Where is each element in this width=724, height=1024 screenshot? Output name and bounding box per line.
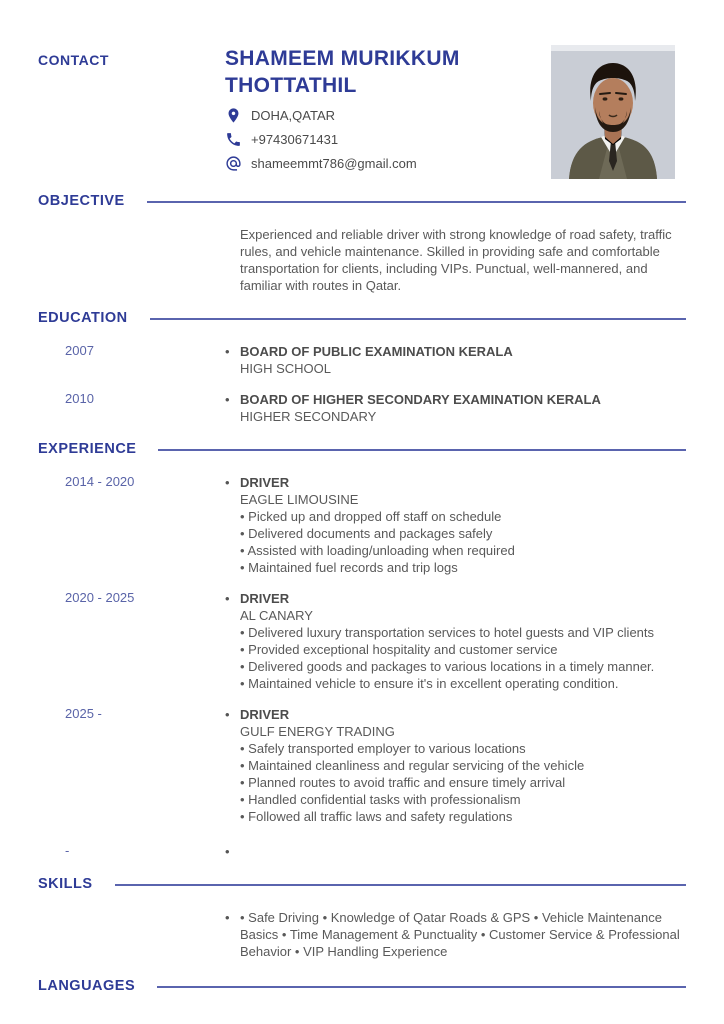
experience-rule (158, 449, 686, 451)
person-name (225, 45, 545, 99)
experience-bullet: • Provided exceptional hospitality and customer service (240, 642, 558, 657)
objective-rule (147, 201, 686, 203)
experience-bullet: • Delivered documents and packages safely (240, 526, 493, 541)
experience-bullet: • Maintained vehicle to ensure it's in excellent operating condition. (240, 676, 619, 691)
experience-entry (38, 474, 686, 576)
skills-body-row (38, 909, 686, 960)
education-rule (150, 318, 686, 320)
section-languages (38, 978, 686, 994)
experience-entry-title: DRIVER (240, 591, 290, 606)
contact-section-label: CONTACT (38, 52, 109, 68)
objective-text: Experienced and reliable driver with strong knowledge of road safety, traffic rules, and vehicle maintenance. Skilled in providing safe and comfortable transportation for clients, including VIPs. Punctual, well-mannered, and familiar with routes in Qatar. (240, 227, 672, 293)
experience-heading-row (38, 441, 686, 457)
skills-rule (115, 884, 686, 886)
objective-heading: OBJECTIVE (38, 193, 125, 209)
location-text: DOHA,QATAR (251, 108, 336, 123)
languages-rule (157, 986, 686, 988)
experience-entry-title: DRIVER (240, 475, 290, 490)
objective-body-row (38, 226, 686, 294)
experience-entry-date: 2014 - 2020 (65, 474, 135, 489)
bullet-icon: • (225, 475, 230, 490)
objective-heading-row (38, 193, 686, 209)
experience-entry (38, 706, 686, 825)
experience-bullet: • Handled confidential tasks with professionalism (240, 792, 521, 807)
section-experience (38, 441, 686, 860)
education-entry-subtitle: HIGH SCHOOL (240, 361, 332, 376)
experience-bullet: • Assisted with loading/unloading when required (240, 543, 515, 558)
email-text: shameemmt786@gmail.com (251, 156, 417, 171)
experience-entry-company: AL CANARY (240, 608, 313, 623)
skills-heading-row (38, 876, 686, 892)
bullet-icon: • (225, 707, 230, 722)
experience-bullet: • Planned routes to avoid traffic and ensure timely arrival (240, 775, 566, 790)
section-education (38, 310, 686, 425)
education-entry (38, 391, 686, 425)
experience-bullet: • Picked up and dropped off staff on schedule (240, 509, 502, 524)
bullet-icon: • (225, 392, 230, 407)
bullet-icon: • (225, 344, 230, 359)
skills-text: • Safe Driving • Knowledge of Qatar Roads & GPS • Vehicle Maintenance Basics • Time Management & Punctuality • Customer Service & Professional Behavior • VIP Handling Experience (240, 910, 680, 959)
experience-entry-date: 2020 - 2025 (65, 590, 135, 605)
experience-bullet: • Maintained cleanliness and regular servicing of the vehicle (240, 758, 585, 773)
education-heading: EDUCATION (38, 310, 128, 326)
education-heading-row (38, 310, 686, 326)
experience-entry-date: 2025 - (65, 706, 102, 721)
section-skills (38, 876, 686, 960)
section-objective (38, 193, 686, 294)
email-row (225, 155, 545, 172)
experience-bullet: • Delivered goods and packages to various locations in a timely manner. (240, 659, 655, 674)
location-pin-icon (225, 107, 242, 124)
phone-text: +97430671431 (251, 132, 339, 147)
location-row (225, 107, 545, 124)
education-entry-date: 2010 (65, 391, 94, 406)
experience-heading: EXPERIENCE (38, 441, 137, 457)
experience-entry (38, 590, 686, 692)
experience-entry-company: EAGLE LIMOUSINE (240, 492, 359, 507)
skills-heading: SKILLS (38, 876, 93, 892)
contact-rows (225, 107, 545, 172)
education-entry-subtitle: HIGHER SECONDARY (240, 409, 377, 424)
bullet-icon: • (225, 591, 230, 606)
resume-header (38, 45, 686, 193)
education-entry (38, 343, 686, 377)
bullet-icon: • (225, 844, 230, 859)
experience-bullet: • Delivered luxury transportation services to hotel guests and VIP clients (240, 625, 655, 640)
experience-entry-title: DRIVER (240, 707, 290, 722)
experience-entry-empty (38, 843, 686, 860)
email-at-icon (225, 155, 242, 172)
profile-photo-image (551, 45, 675, 179)
languages-heading: LANGUAGES (38, 978, 136, 994)
experience-bullet: • Followed all traffic laws and safety regulations (240, 809, 513, 824)
profile-photo (551, 45, 675, 179)
experience-entry-date: - (65, 843, 70, 858)
phone-row (225, 131, 545, 148)
education-entry-date: 2007 (65, 343, 94, 358)
languages-heading-row (38, 978, 686, 994)
education-entry-title: BOARD OF HIGHER SECONDARY EXAMINATION KERALA (240, 392, 601, 407)
bullet-icon: • (225, 910, 230, 925)
phone-icon (225, 131, 242, 148)
person-name-line2: THOTTATHIL (225, 74, 357, 97)
experience-bullet: • Safely transported employer to various locations (240, 741, 526, 756)
identity-block (225, 45, 545, 179)
experience-entry-company: GULF ENERGY TRADING (240, 724, 395, 739)
education-entry-title: BOARD OF PUBLIC EXAMINATION KERALA (240, 344, 513, 359)
experience-bullet: • Maintained fuel records and trip logs (240, 560, 458, 575)
person-name-line1: SHAMEEM MURIKKUM (225, 47, 460, 70)
